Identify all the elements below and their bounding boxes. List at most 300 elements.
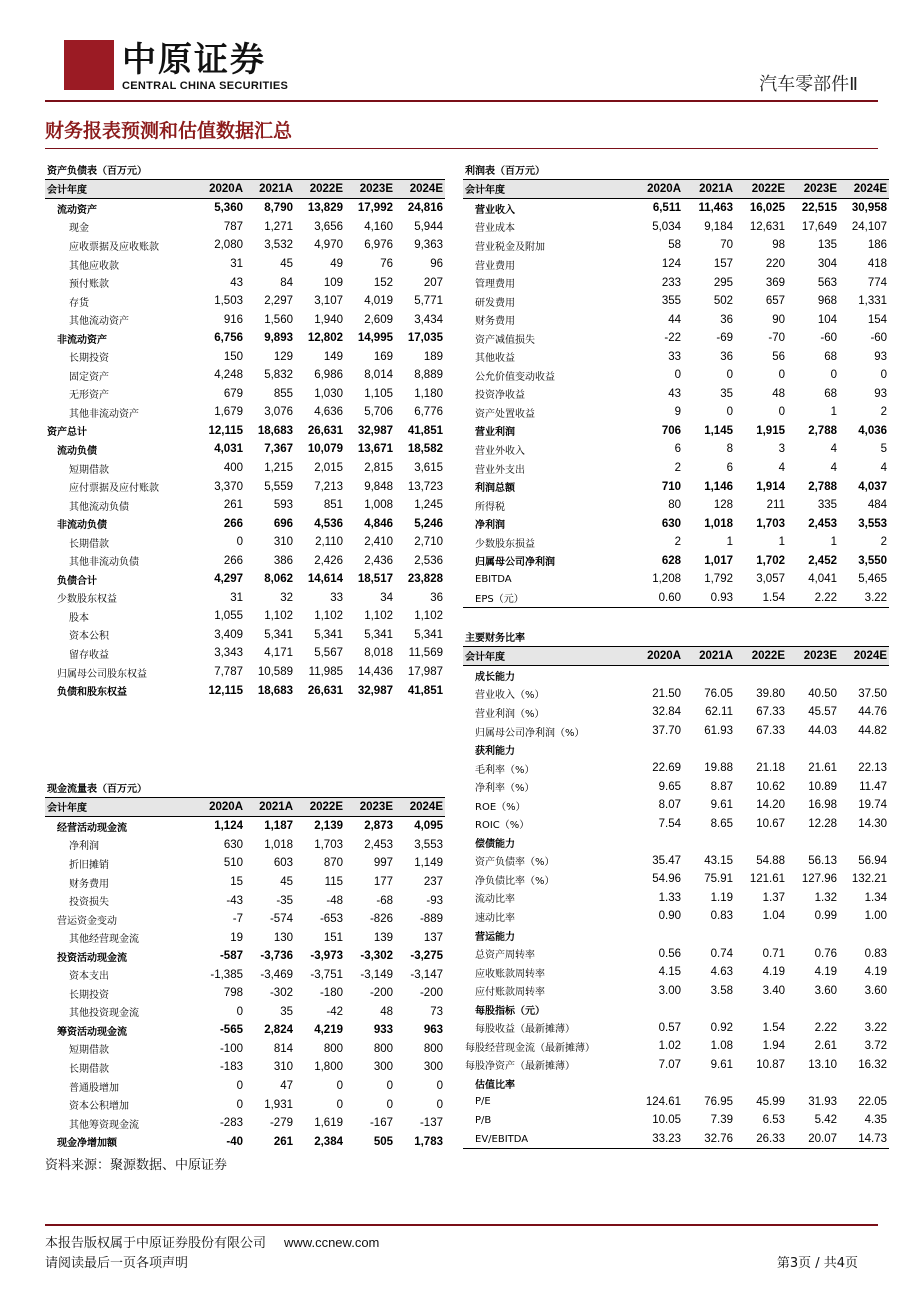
row-value: 300: [373, 1061, 393, 1074]
row-value: 14,995: [357, 332, 393, 345]
table-row: [45, 403, 445, 422]
row-value: 4,036: [858, 424, 888, 437]
row-value: 45: [280, 258, 293, 270]
row-value: -826: [369, 913, 393, 926]
table-row: [45, 681, 445, 700]
row-value: 12,115: [208, 424, 243, 437]
row-value: 13,671: [357, 443, 393, 456]
row-value: 19.74: [858, 799, 888, 812]
table-row: [463, 1000, 889, 1019]
row-value: 17,649: [801, 220, 837, 233]
row-value: 128: [713, 499, 733, 512]
header-year: 2023E: [345, 179, 395, 199]
row-value: 5,465: [858, 573, 888, 586]
row-value: 13,723: [407, 480, 443, 493]
row-label: 归属母公司股东权益: [57, 668, 147, 680]
row-value: -69: [716, 332, 733, 345]
row-label: 资产减值损失: [475, 334, 535, 346]
row-value: 115: [324, 876, 343, 888]
row-value: 32,987: [357, 424, 393, 437]
row-value: 3,057: [756, 573, 785, 586]
row-value: 6.53: [762, 1114, 785, 1127]
row-value: 3,553: [414, 838, 443, 851]
row-value: 1,792: [704, 573, 733, 586]
row-value: 233: [661, 276, 681, 289]
row-value: 39.80: [756, 687, 785, 700]
row-value: 121.61: [749, 873, 785, 886]
row-value: 933: [373, 1024, 393, 1037]
row-value: 2,452: [808, 554, 837, 567]
row-value: 4,248: [214, 369, 243, 382]
row-value: 0: [236, 1005, 243, 1018]
row-label: 流动比率: [475, 894, 515, 906]
row-label: 应付票据及应付账款: [69, 483, 159, 495]
table-row: [45, 385, 445, 404]
row-value: 56: [772, 350, 785, 363]
row-value: 1.08: [710, 1040, 733, 1053]
footer-divider: [45, 1224, 878, 1226]
row-value: 6,986: [314, 369, 343, 382]
row-value: 8.87: [710, 780, 733, 793]
table-row: [463, 347, 889, 366]
row-value: [735, 740, 787, 759]
row-value: 1,102: [414, 610, 443, 623]
table-row: [45, 422, 445, 441]
table-row: [463, 273, 889, 292]
row-value: 124: [661, 258, 681, 270]
row-value: 0: [386, 1080, 393, 1093]
row-value: -587: [219, 950, 243, 963]
row-value: 129: [273, 350, 293, 363]
row-value: [631, 926, 683, 945]
cash-flow-table: [45, 778, 445, 1151]
row-value: 152: [373, 276, 393, 289]
row-value: 130: [273, 931, 293, 944]
row-value: 36: [430, 591, 443, 604]
row-value: [683, 1000, 735, 1019]
row-value: 45: [280, 876, 293, 888]
row-value: 22.05: [858, 1095, 888, 1108]
table-row: [45, 1114, 445, 1133]
table-row: [463, 218, 889, 237]
row-value: 679: [223, 387, 243, 400]
row-value: 0: [386, 1098, 393, 1111]
row-value: 139: [373, 931, 393, 944]
row-value: 13,829: [307, 202, 343, 215]
row-value: [631, 666, 683, 685]
row-value: 0.76: [814, 947, 837, 960]
row-value: 800: [373, 1042, 393, 1055]
row-value: 11,985: [308, 666, 343, 679]
header-year: 2020A: [631, 646, 683, 666]
row-value: -180: [319, 987, 343, 1000]
row-value: 706: [661, 424, 681, 437]
row-value: 2,110: [315, 536, 343, 549]
row-value: 5,771: [414, 295, 443, 308]
header-label: 会计年度: [45, 179, 195, 199]
row-label: 营业费用: [475, 260, 515, 272]
page-number: 第3页 / 共4页: [776, 1256, 858, 1271]
table-row: [45, 551, 445, 570]
row-value: 4.63: [710, 966, 733, 979]
row-value: 0: [336, 1080, 343, 1093]
row-label: 营业外收入: [475, 445, 525, 457]
table-row: [45, 836, 445, 855]
row-value: -42: [326, 1005, 343, 1018]
row-value: 8.07: [658, 799, 681, 812]
row-value: 5,034: [652, 220, 681, 233]
row-value: 266: [223, 517, 243, 530]
header-label: 会计年度: [463, 646, 631, 666]
row-value: 7,367: [264, 443, 293, 456]
row-value: 1,055: [214, 610, 243, 623]
row-value: 657: [765, 295, 785, 308]
table-row: [463, 570, 889, 589]
row-value: 0: [336, 1098, 343, 1111]
row-value: -100: [219, 1042, 243, 1055]
row-value: 43: [230, 276, 243, 289]
row-value: 2,297: [264, 295, 293, 308]
row-value: 696: [273, 517, 293, 530]
table-row: [463, 722, 889, 741]
row-value: 4: [778, 462, 785, 475]
table-row: [45, 607, 445, 626]
row-value: 1,145: [704, 424, 733, 437]
row-value: 177: [373, 876, 393, 888]
table-row: [463, 551, 889, 570]
row-value: 3,434: [414, 313, 443, 326]
row-value: 1,018: [704, 517, 733, 530]
row-value: 563: [817, 276, 837, 289]
row-value: 35: [280, 1005, 293, 1018]
row-value: 798: [223, 987, 243, 1000]
row-label: 归属母公司净利润: [475, 557, 555, 569]
row-label: 少数股东权益: [57, 594, 117, 606]
row-label: 流动资产: [57, 204, 97, 216]
row-value: 0.92: [710, 1021, 733, 1034]
row-label: 净利润: [69, 841, 99, 853]
row-value: [787, 833, 839, 852]
table-row: [463, 422, 889, 441]
header-year: 2021A: [683, 646, 735, 666]
row-value: [683, 926, 735, 945]
table-row: [463, 514, 889, 533]
row-value: -302: [269, 987, 293, 1000]
row-value: 310: [273, 536, 293, 549]
row-label: 少数股东损益: [475, 538, 535, 550]
row-value: 1,914: [756, 480, 785, 493]
row-value: 335: [817, 499, 837, 512]
row-value: 19: [230, 931, 243, 944]
row-value: 19.88: [704, 762, 733, 775]
row-value: 49: [330, 258, 343, 270]
table-row: [463, 236, 889, 255]
header-year: 2021A: [683, 179, 735, 199]
row-value: 3: [778, 443, 785, 456]
row-value: 3.60: [864, 984, 888, 997]
table-row: [463, 1037, 889, 1056]
row-value: -574: [269, 913, 293, 926]
row-value: 5,559: [264, 480, 293, 493]
row-label: 其他筹资现金流: [69, 1119, 139, 1131]
row-value: 1,783: [414, 1135, 443, 1148]
row-value: 26,631: [307, 424, 343, 437]
row-value: 4.19: [762, 966, 785, 979]
row-value: 2,436: [364, 554, 393, 567]
table-row: [463, 1074, 889, 1093]
row-value: 11,569: [408, 647, 443, 660]
row-value: -653: [319, 913, 343, 926]
table-title: 利润表（百万元）: [463, 160, 889, 179]
row-label: 估值比率: [475, 1079, 515, 1091]
row-value: 4,095: [414, 820, 443, 833]
table-row: [45, 817, 445, 836]
row-value: 3.00: [658, 984, 681, 997]
row-value: 8.65: [710, 817, 733, 830]
row-value: 1,619: [314, 1117, 343, 1130]
row-label: 存货: [69, 297, 89, 309]
table-row: [45, 1077, 445, 1096]
row-label: 负债和股东权益: [57, 687, 127, 699]
row-value: 10.05: [652, 1114, 681, 1127]
row-label: 营运资金变动: [57, 915, 117, 927]
row-value: 1,017: [704, 554, 733, 567]
row-value: 84: [280, 276, 293, 289]
table-row: [45, 570, 445, 589]
row-label: 股本: [69, 612, 89, 624]
header-label: 会计年度: [45, 797, 195, 817]
row-value: 4,041: [808, 573, 837, 586]
row-value: 1.02: [658, 1040, 681, 1053]
row-value: 2,453: [808, 517, 837, 530]
row-value: 9,893: [264, 332, 293, 345]
row-value: 11,463: [698, 202, 733, 215]
table-row: [45, 310, 445, 329]
table-row: [463, 703, 889, 722]
table-row: [463, 1018, 889, 1037]
row-value: 43.15: [704, 854, 733, 867]
row-value: 870: [323, 857, 343, 870]
row-label: 资产总计: [47, 427, 87, 439]
table-row: [463, 496, 889, 515]
row-value: 54.88: [756, 854, 785, 867]
row-value: 31: [230, 258, 243, 270]
row-value: 5,341: [364, 628, 393, 641]
row-value: 12.28: [808, 817, 837, 830]
table-row: [463, 981, 889, 1000]
row-value: 855: [273, 387, 293, 400]
row-value: 96: [430, 258, 443, 270]
table-title-row: [463, 627, 889, 646]
row-value: [787, 1000, 839, 1019]
row-value: 997: [373, 857, 393, 870]
row-value: 26.33: [735, 1130, 787, 1149]
row-value: 149: [323, 350, 343, 363]
row-value: -200: [419, 987, 443, 1000]
row-value: 56.94: [858, 854, 888, 867]
table-row: [463, 329, 889, 348]
row-value: 33: [668, 350, 681, 363]
row-value: -48: [326, 894, 343, 907]
row-value: [683, 833, 735, 852]
row-label: 每股收益（最新摊薄）: [475, 1024, 575, 1036]
logo-icon: [64, 40, 114, 90]
logo-chinese: 中原证券: [122, 40, 266, 80]
header-year: 2024E: [395, 797, 445, 817]
row-value: 1,030: [314, 387, 343, 400]
table-title: 现金流量表（百万元）: [45, 778, 445, 797]
row-value: 1,331: [858, 295, 888, 308]
row-value: 4.35: [864, 1114, 888, 1127]
row-label: 其他应收款: [69, 260, 119, 272]
row-label: 应付账款周转率: [475, 987, 545, 999]
row-value: 12,802: [307, 332, 343, 345]
row-value: [683, 1074, 735, 1093]
row-value: 1,503: [214, 295, 243, 308]
row-value: 8,790: [264, 202, 293, 215]
table-row: [45, 496, 445, 515]
row-value: 710: [661, 480, 681, 493]
row-label: 现金净增加额: [57, 1138, 117, 1150]
row-value: 73: [430, 1005, 443, 1018]
table-row: [463, 199, 889, 218]
table-row: [45, 873, 445, 892]
table-row: [463, 889, 889, 908]
row-value: 3.40: [762, 984, 785, 997]
row-value: 0.93: [683, 589, 735, 608]
row-value: 76: [380, 258, 393, 270]
row-value: 61.93: [704, 725, 733, 737]
row-label: 无形资产: [69, 390, 109, 402]
row-value: 851: [323, 499, 343, 512]
table-title-row: [45, 778, 445, 797]
row-value: 16,025: [749, 202, 785, 215]
table-row: [463, 685, 889, 704]
table-row: [45, 440, 445, 459]
row-value: 189: [423, 350, 443, 363]
row-value: 5.42: [814, 1114, 837, 1127]
row-value: 1,245: [414, 499, 443, 512]
row-value: [735, 666, 787, 685]
row-value: 2: [674, 462, 681, 475]
row-value: 34: [380, 591, 393, 604]
row-label: 其他流动负债: [69, 501, 129, 513]
row-value: 0.71: [762, 947, 785, 960]
row-value: 0.99: [814, 910, 837, 923]
row-value: 1.37: [762, 891, 785, 904]
row-value: 132.21: [851, 873, 888, 886]
row-label: 非流动负债: [57, 520, 107, 532]
row-value: 48: [380, 1005, 393, 1018]
row-label: 长期投资: [69, 989, 109, 1001]
row-value: 4,297: [214, 573, 243, 586]
row-value: 6,776: [414, 406, 443, 419]
row-value: 261: [273, 1135, 293, 1148]
row-value: 7.54: [658, 817, 681, 830]
row-value: 44.03: [808, 725, 837, 737]
row-value: 8,889: [414, 369, 443, 382]
table-row: [45, 589, 445, 608]
row-value: 7,213: [314, 480, 343, 493]
row-value: 22.13: [858, 762, 888, 775]
row-value: 31.93: [808, 1095, 837, 1108]
row-value: 1,102: [264, 610, 293, 623]
row-value: 0.83: [710, 910, 733, 923]
row-label: P/E: [475, 1096, 491, 1108]
header-year: 2021A: [245, 179, 295, 199]
row-value: 1: [830, 536, 837, 549]
row-value: 0: [726, 406, 733, 419]
row-value: 90: [772, 313, 785, 326]
row-value: [787, 666, 839, 685]
table-header-row: [463, 179, 889, 199]
row-value: 484: [867, 499, 888, 512]
row-value: 45.57: [808, 706, 837, 719]
row-value: 0: [436, 1080, 443, 1093]
row-value: 1.94: [762, 1040, 785, 1053]
table-row: [45, 477, 445, 496]
row-value: 266: [223, 554, 243, 567]
row-value: 1,940: [314, 313, 343, 326]
row-value: [787, 740, 839, 759]
row-value: 10.67: [756, 817, 785, 830]
row-label: 财务费用: [475, 316, 515, 328]
row-label: 长期投资: [69, 353, 109, 365]
row-value: 31: [230, 591, 243, 604]
row-value: 124.61: [645, 1095, 681, 1108]
row-value: 3.22: [864, 1021, 888, 1034]
row-label: 资本支出: [69, 971, 109, 983]
row-value: 8,062: [264, 573, 293, 586]
row-value: 2.22: [814, 1021, 837, 1034]
table-row: [45, 928, 445, 947]
table-row: [45, 984, 445, 1003]
row-value: 56.13: [808, 854, 837, 867]
row-value: -3,973: [310, 950, 343, 963]
row-value: [839, 926, 889, 945]
table-row: [45, 514, 445, 533]
row-value: 4.15: [658, 966, 681, 979]
row-value: 14,614: [307, 573, 343, 586]
table-row: [463, 440, 889, 459]
row-value: -279: [269, 1117, 293, 1130]
table-row: [45, 273, 445, 292]
row-value: 20.07: [787, 1130, 839, 1149]
disclaimer-text: 请阅读最后一页各项声明: [45, 1256, 189, 1271]
row-value: -137: [419, 1117, 443, 1130]
table-row: [463, 292, 889, 311]
website-link[interactable]: www.ccnew.com: [284, 1235, 380, 1250]
row-label: 资产处置收益: [475, 408, 535, 420]
row-value: 44: [668, 313, 681, 326]
row-label: 筹资活动现金流: [57, 1026, 127, 1038]
header-year: 2021A: [245, 797, 295, 817]
row-label: ROE（%）: [475, 801, 526, 813]
row-value: 968: [817, 295, 837, 308]
row-value: 4.19: [814, 966, 837, 979]
row-label: 成长能力: [475, 671, 515, 683]
table-row: [45, 891, 445, 910]
row-value: 4.19: [864, 966, 888, 979]
row-value: 1,915: [756, 424, 785, 437]
row-value: 2,788: [808, 424, 837, 437]
row-value: 310: [273, 1061, 293, 1074]
row-label: 资产负债率（%）: [475, 857, 555, 869]
row-label: 获利能力: [475, 746, 515, 758]
header-divider: [45, 100, 878, 102]
row-value: 3.22: [839, 589, 889, 608]
row-value: 1,931: [264, 1098, 293, 1111]
